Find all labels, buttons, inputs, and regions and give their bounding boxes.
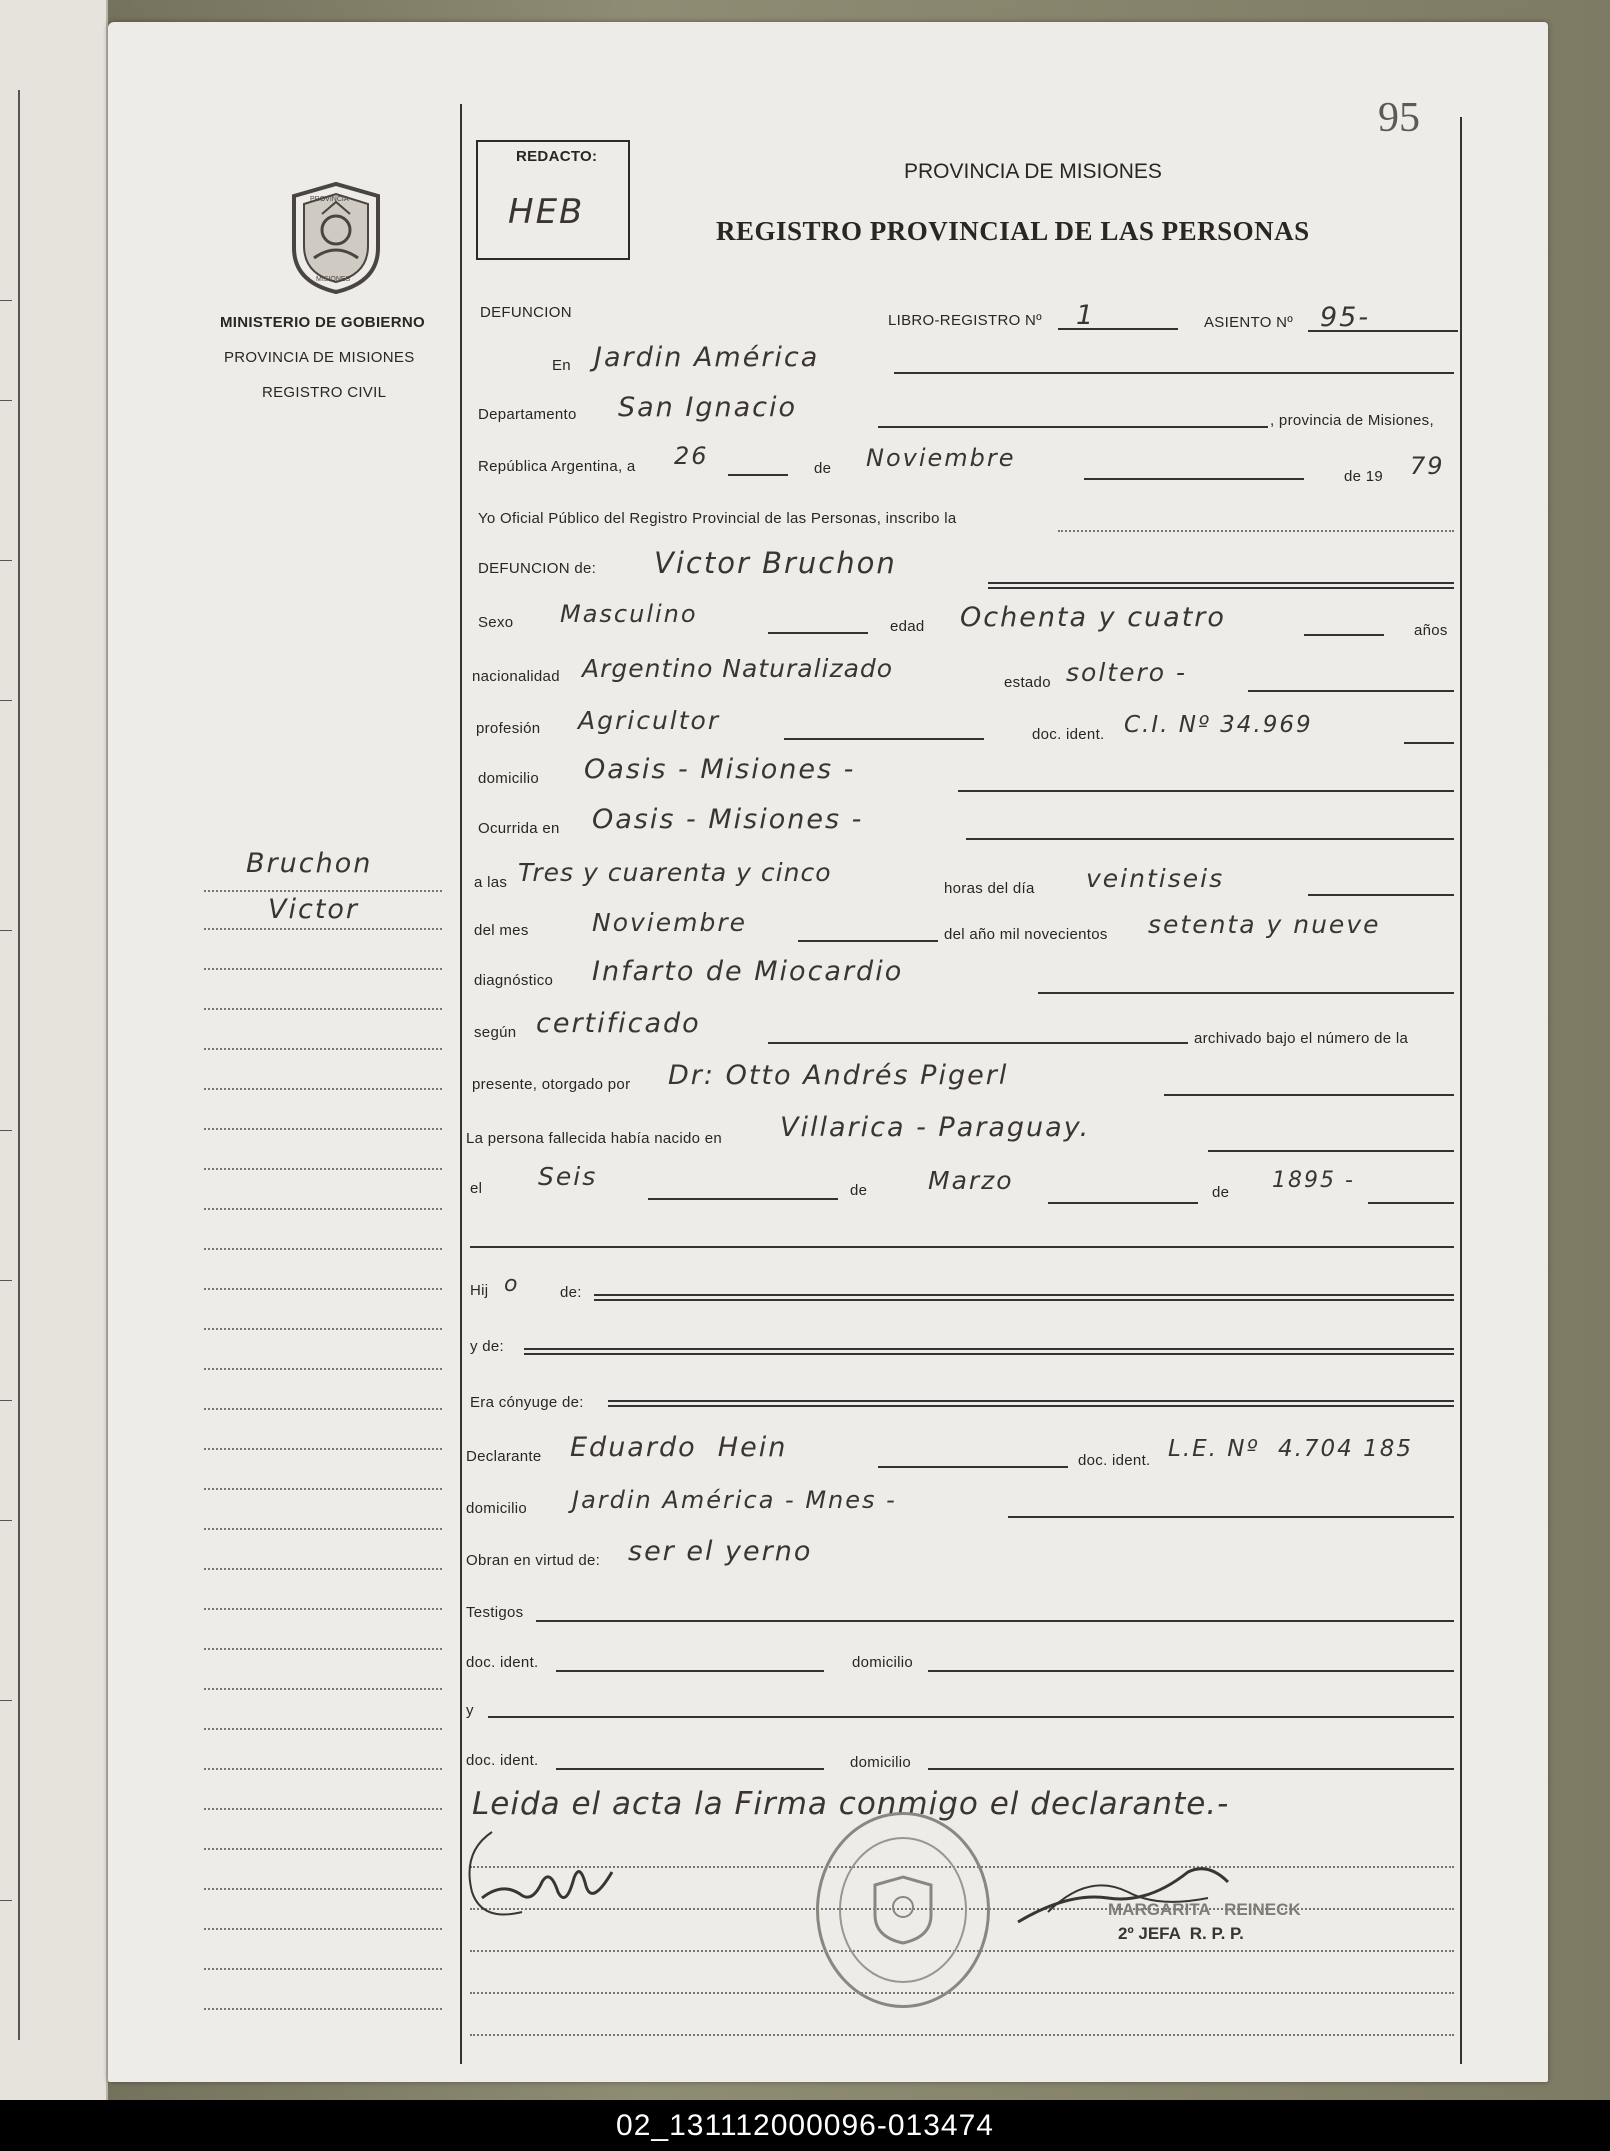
margin-dotted-line: [204, 1328, 442, 1330]
domicilio-value: Oasis - Misiones -: [584, 754, 856, 785]
defuncion-de-line: [988, 582, 1454, 589]
adjacent-tick: [0, 1900, 12, 1901]
official-signature: [1008, 1852, 1248, 1932]
t2-doc-label: doc. ident.: [466, 1752, 539, 1769]
margin-dotted-line: [204, 1368, 442, 1370]
registry-seal: [816, 1812, 990, 2008]
t1-dom-line: [928, 1670, 1454, 1672]
libro-line: [1058, 328, 1178, 330]
departamento-line: [878, 426, 1268, 428]
el-value: Seis: [538, 1162, 598, 1191]
presente-label: presente, otorgado por: [472, 1076, 631, 1093]
asiento-value: 95-: [1320, 302, 1371, 333]
t1-doc-line: [556, 1670, 824, 1672]
edad-line: [1304, 634, 1384, 636]
header-title: REGISTRO PROVINCIAL DE LAS PERSONAS: [716, 216, 1310, 246]
hij-label: Hij: [470, 1282, 489, 1299]
en-label: En: [552, 357, 571, 374]
adjacent-tick: [0, 300, 12, 301]
margin-dotted-line: [204, 1488, 442, 1490]
segun-label: según: [474, 1024, 517, 1041]
domicilio-label: domicilio: [478, 770, 540, 787]
margin-dotted-line: [204, 1968, 442, 1970]
defuncion-de-value: Victor Bruchon: [654, 546, 897, 580]
margin-dotted-line: [204, 1768, 442, 1770]
departamento-value: San Ignacio: [618, 392, 798, 423]
testigos-line: [536, 1620, 1454, 1622]
redacto-label: REDACTO:: [516, 148, 598, 165]
anomil-label: del año mil novecientos: [944, 926, 1108, 943]
anio2-value: 1895 -: [1272, 1168, 1355, 1193]
margin-dotted-line: [204, 1208, 442, 1210]
margin-dotted-line: [204, 1248, 442, 1250]
adjacent-tick: [0, 700, 12, 701]
margin-dotted-line: [204, 1088, 442, 1090]
y-line: [488, 1716, 1454, 1718]
declarante-label: Declarante: [466, 1448, 542, 1465]
doc-ident-label: doc. ident.: [1032, 726, 1105, 743]
margin-dotted-line: [204, 1288, 442, 1290]
doc-ident-line: [1404, 742, 1454, 744]
margin-dotted-line: [204, 1448, 442, 1450]
image-id-footer: 02_131112000096-013474: [0, 2100, 1610, 2151]
adjacent-tick: [0, 1400, 12, 1401]
signature-dotted-line: [470, 2034, 1454, 2036]
de19-label: de 19: [1344, 468, 1384, 485]
horas-line: [1308, 894, 1454, 896]
nacido-line: [1208, 1150, 1454, 1152]
alas-value: Tres y cuarenta y cinco: [518, 858, 832, 887]
t2-dom-line: [928, 1768, 1454, 1770]
declarante-signature: [462, 1812, 642, 1932]
margin-given-name: Victor: [268, 894, 360, 925]
ministry-line1: MINISTERIO DE GOBIERNO: [220, 314, 425, 331]
sexo-label: Sexo: [478, 614, 514, 631]
emblem-top-text: PROVINCIA: [310, 196, 349, 203]
ocurrida-line: [966, 838, 1454, 840]
obran-label: Obran en virtud de:: [466, 1552, 601, 1569]
decl-doc-value: L.E. Nº 4.704 185: [1168, 1436, 1413, 1462]
asiento-line: [1308, 330, 1458, 332]
column-rule-right: [1460, 117, 1462, 2064]
yde-label: y de:: [470, 1338, 505, 1355]
oficial-text: Yo Oficial Público del Registro Provincial de las Personas, inscribo la: [478, 510, 957, 527]
t2-doc-line: [556, 1768, 824, 1770]
defuncion-de-label: DEFUNCION de:: [478, 560, 597, 577]
margin-surname: Bruchon: [246, 848, 373, 879]
delmes-value: Noviembre: [592, 908, 747, 937]
mes2-line: [1048, 1202, 1198, 1204]
adjacent-page-rule: [18, 90, 20, 2040]
header-province: PROVINCIA DE MISIONES: [904, 160, 1162, 183]
delmes-label: del mes: [474, 922, 529, 939]
declarante-signature-text: [538, 1882, 540, 1883]
anos-label: años: [1414, 622, 1448, 639]
yde-line: [524, 1348, 1454, 1355]
margin-dotted-line: [204, 928, 442, 930]
adjacent-page: [0, 0, 108, 2100]
presente-line: [1164, 1094, 1454, 1096]
closing-statement: Leida el acta la Firma conmigo el declarante.-: [472, 1786, 1230, 1822]
margin-dotted-line: [204, 1928, 442, 1930]
margin-dotted-line: [204, 890, 442, 892]
anio-value: 79: [1410, 452, 1445, 480]
profesion-line: [784, 738, 984, 740]
ministry-line2: PROVINCIA DE MISIONES: [224, 349, 415, 366]
estado-value: soltero -: [1066, 658, 1187, 687]
sexo-line: [768, 632, 868, 634]
decl-dom-label: domicilio: [466, 1500, 528, 1517]
decl-doc-label: doc. ident.: [1078, 1452, 1151, 1469]
diagnostico-line: [1038, 992, 1454, 994]
emblem-bottom-text: MISIONES: [316, 276, 351, 283]
margin-dotted-line: [204, 1048, 442, 1050]
hij-value: o: [504, 1272, 520, 1297]
edad-value: Ochenta y cuatro: [960, 602, 1226, 633]
margin-dotted-line: [204, 1728, 442, 1730]
nacionalidad-label: nacionalidad: [472, 668, 560, 685]
republica-label: República Argentina, a: [478, 458, 636, 475]
nacido-label: La persona fallecida había nacido en: [466, 1130, 722, 1147]
adjacent-tick: [0, 560, 12, 561]
horas-label: horas del día: [944, 880, 1035, 897]
de2-label: de: [850, 1182, 868, 1199]
en-line: [894, 372, 1454, 374]
el-label: el: [470, 1180, 483, 1197]
redacto-box: [476, 140, 630, 260]
mes-line: [1084, 478, 1304, 480]
provincia-suffix: , provincia de Misiones,: [1270, 412, 1434, 429]
margin-dotted-line: [204, 1848, 442, 1850]
decl-dom-value: Jardin América - Mnes -: [572, 1486, 897, 1514]
margin-dotted-line: [204, 1528, 442, 1530]
libro-label: LIBRO-REGISTRO Nº: [888, 312, 1042, 329]
margin-dotted-line: [204, 1888, 442, 1890]
estado-label: estado: [1004, 674, 1051, 691]
delmes-line: [798, 940, 938, 942]
profesion-label: profesión: [476, 720, 541, 737]
dia-value: 26: [674, 442, 709, 470]
margin-dotted-line: [204, 1128, 442, 1130]
oficial-dotted-line: [1058, 530, 1454, 532]
segun-line: [768, 1042, 1188, 1044]
margin-dotted-line: [204, 1648, 442, 1650]
column-rule-left: [460, 104, 462, 2064]
profesion-value: Agricultor: [578, 706, 721, 735]
seal-emblem-icon: [871, 1875, 935, 1945]
adjacent-tick: [0, 1520, 12, 1521]
margin-dotted-line: [204, 1608, 442, 1610]
signature-dotted-line: [470, 1992, 1454, 1994]
t1-doc-label: doc. ident.: [466, 1654, 539, 1671]
conyuge-line: [608, 1400, 1454, 1407]
anio2-line: [1368, 1202, 1454, 1204]
nacido-value: Villarica - Paraguay.: [780, 1112, 1091, 1143]
redacto-initials: HEB: [508, 192, 585, 232]
mes-value: Noviembre: [866, 444, 1016, 472]
hij-line: [594, 1294, 1454, 1301]
ocurrida-label: Ocurrida en: [478, 820, 560, 837]
official-signature-text: [1068, 1862, 1072, 1863]
official-stamp-title: 2º JEFA R. P. P.: [1118, 1924, 1244, 1943]
margin-dotted-line: [204, 1408, 442, 1410]
diagnostico-label: diagnóstico: [474, 972, 554, 989]
estado-line: [1248, 690, 1454, 692]
margin-dotted-line: [204, 968, 442, 970]
departamento-label: Departamento: [478, 406, 577, 423]
diagnostico-value: Infarto de Miocardio: [592, 956, 904, 987]
margin-dotted-line: [204, 1688, 442, 1690]
adjacent-tick: [0, 1130, 12, 1131]
ministry-line3: REGISTRO CIVIL: [262, 384, 387, 401]
margin-dotted-line: [204, 1808, 442, 1810]
margin-dotted-line: [204, 1568, 442, 1570]
official-stamp-name: MARGARITA REINECK: [1108, 1900, 1301, 1919]
certificate-page: [108, 22, 1548, 2082]
archivado-label: archivado bajo el número de la: [1194, 1030, 1409, 1047]
dia-line: [728, 474, 788, 476]
en-value: Jardin América: [594, 342, 820, 373]
margin-dotted-line: [204, 1168, 442, 1170]
nacionalidad-value: Argentino Naturalizado: [582, 654, 894, 683]
t2-dom-label: domicilio: [850, 1754, 912, 1771]
y-label: y: [466, 1702, 474, 1719]
el-line: [648, 1198, 838, 1200]
margin-dotted-line: [204, 2008, 442, 2010]
conyuge-label: Era cónyuge de:: [470, 1394, 584, 1411]
adjacent-tick: [0, 1280, 12, 1281]
domicilio-line: [958, 790, 1454, 792]
asiento-label: ASIENTO Nº: [1204, 314, 1294, 331]
mes2-value: Marzo: [928, 1166, 1014, 1195]
hij-de-label: de:: [560, 1284, 582, 1301]
blank-line: [470, 1246, 1454, 1248]
segun-value: certificado: [536, 1008, 701, 1039]
adjacent-tick: [0, 930, 12, 931]
declarante-value: Eduardo Hein: [570, 1432, 788, 1463]
adjacent-tick: [0, 1700, 12, 1701]
decl-dom-line: [1008, 1516, 1454, 1518]
declarante-line: [878, 1466, 1068, 1468]
sexo-value: Masculino: [560, 600, 698, 628]
doc-ident-value: C.I. Nº 34.969: [1124, 712, 1313, 738]
horas-value: veintiseis: [1086, 864, 1225, 893]
defuncion-heading: DEFUNCION: [480, 304, 572, 321]
alas-label: a las: [474, 874, 508, 891]
adjacent-tick: [0, 400, 12, 401]
ocurrida-value: Oasis - Misiones -: [592, 804, 864, 835]
testigos-label: Testigos: [466, 1604, 524, 1621]
page-number: 95: [1378, 95, 1420, 141]
libro-value: 1: [1076, 300, 1096, 331]
margin-dotted-line: [204, 1008, 442, 1010]
anomil-value: setenta y nueve: [1148, 910, 1381, 939]
edad-label: edad: [890, 618, 925, 635]
de3-label: de: [1212, 1184, 1230, 1201]
t1-dom-label: domicilio: [852, 1654, 914, 1671]
obran-value: ser el yerno: [628, 1536, 813, 1567]
presente-value: Dr: Otto Andrés Pigerl: [668, 1060, 1009, 1091]
de-label: de: [814, 460, 832, 477]
